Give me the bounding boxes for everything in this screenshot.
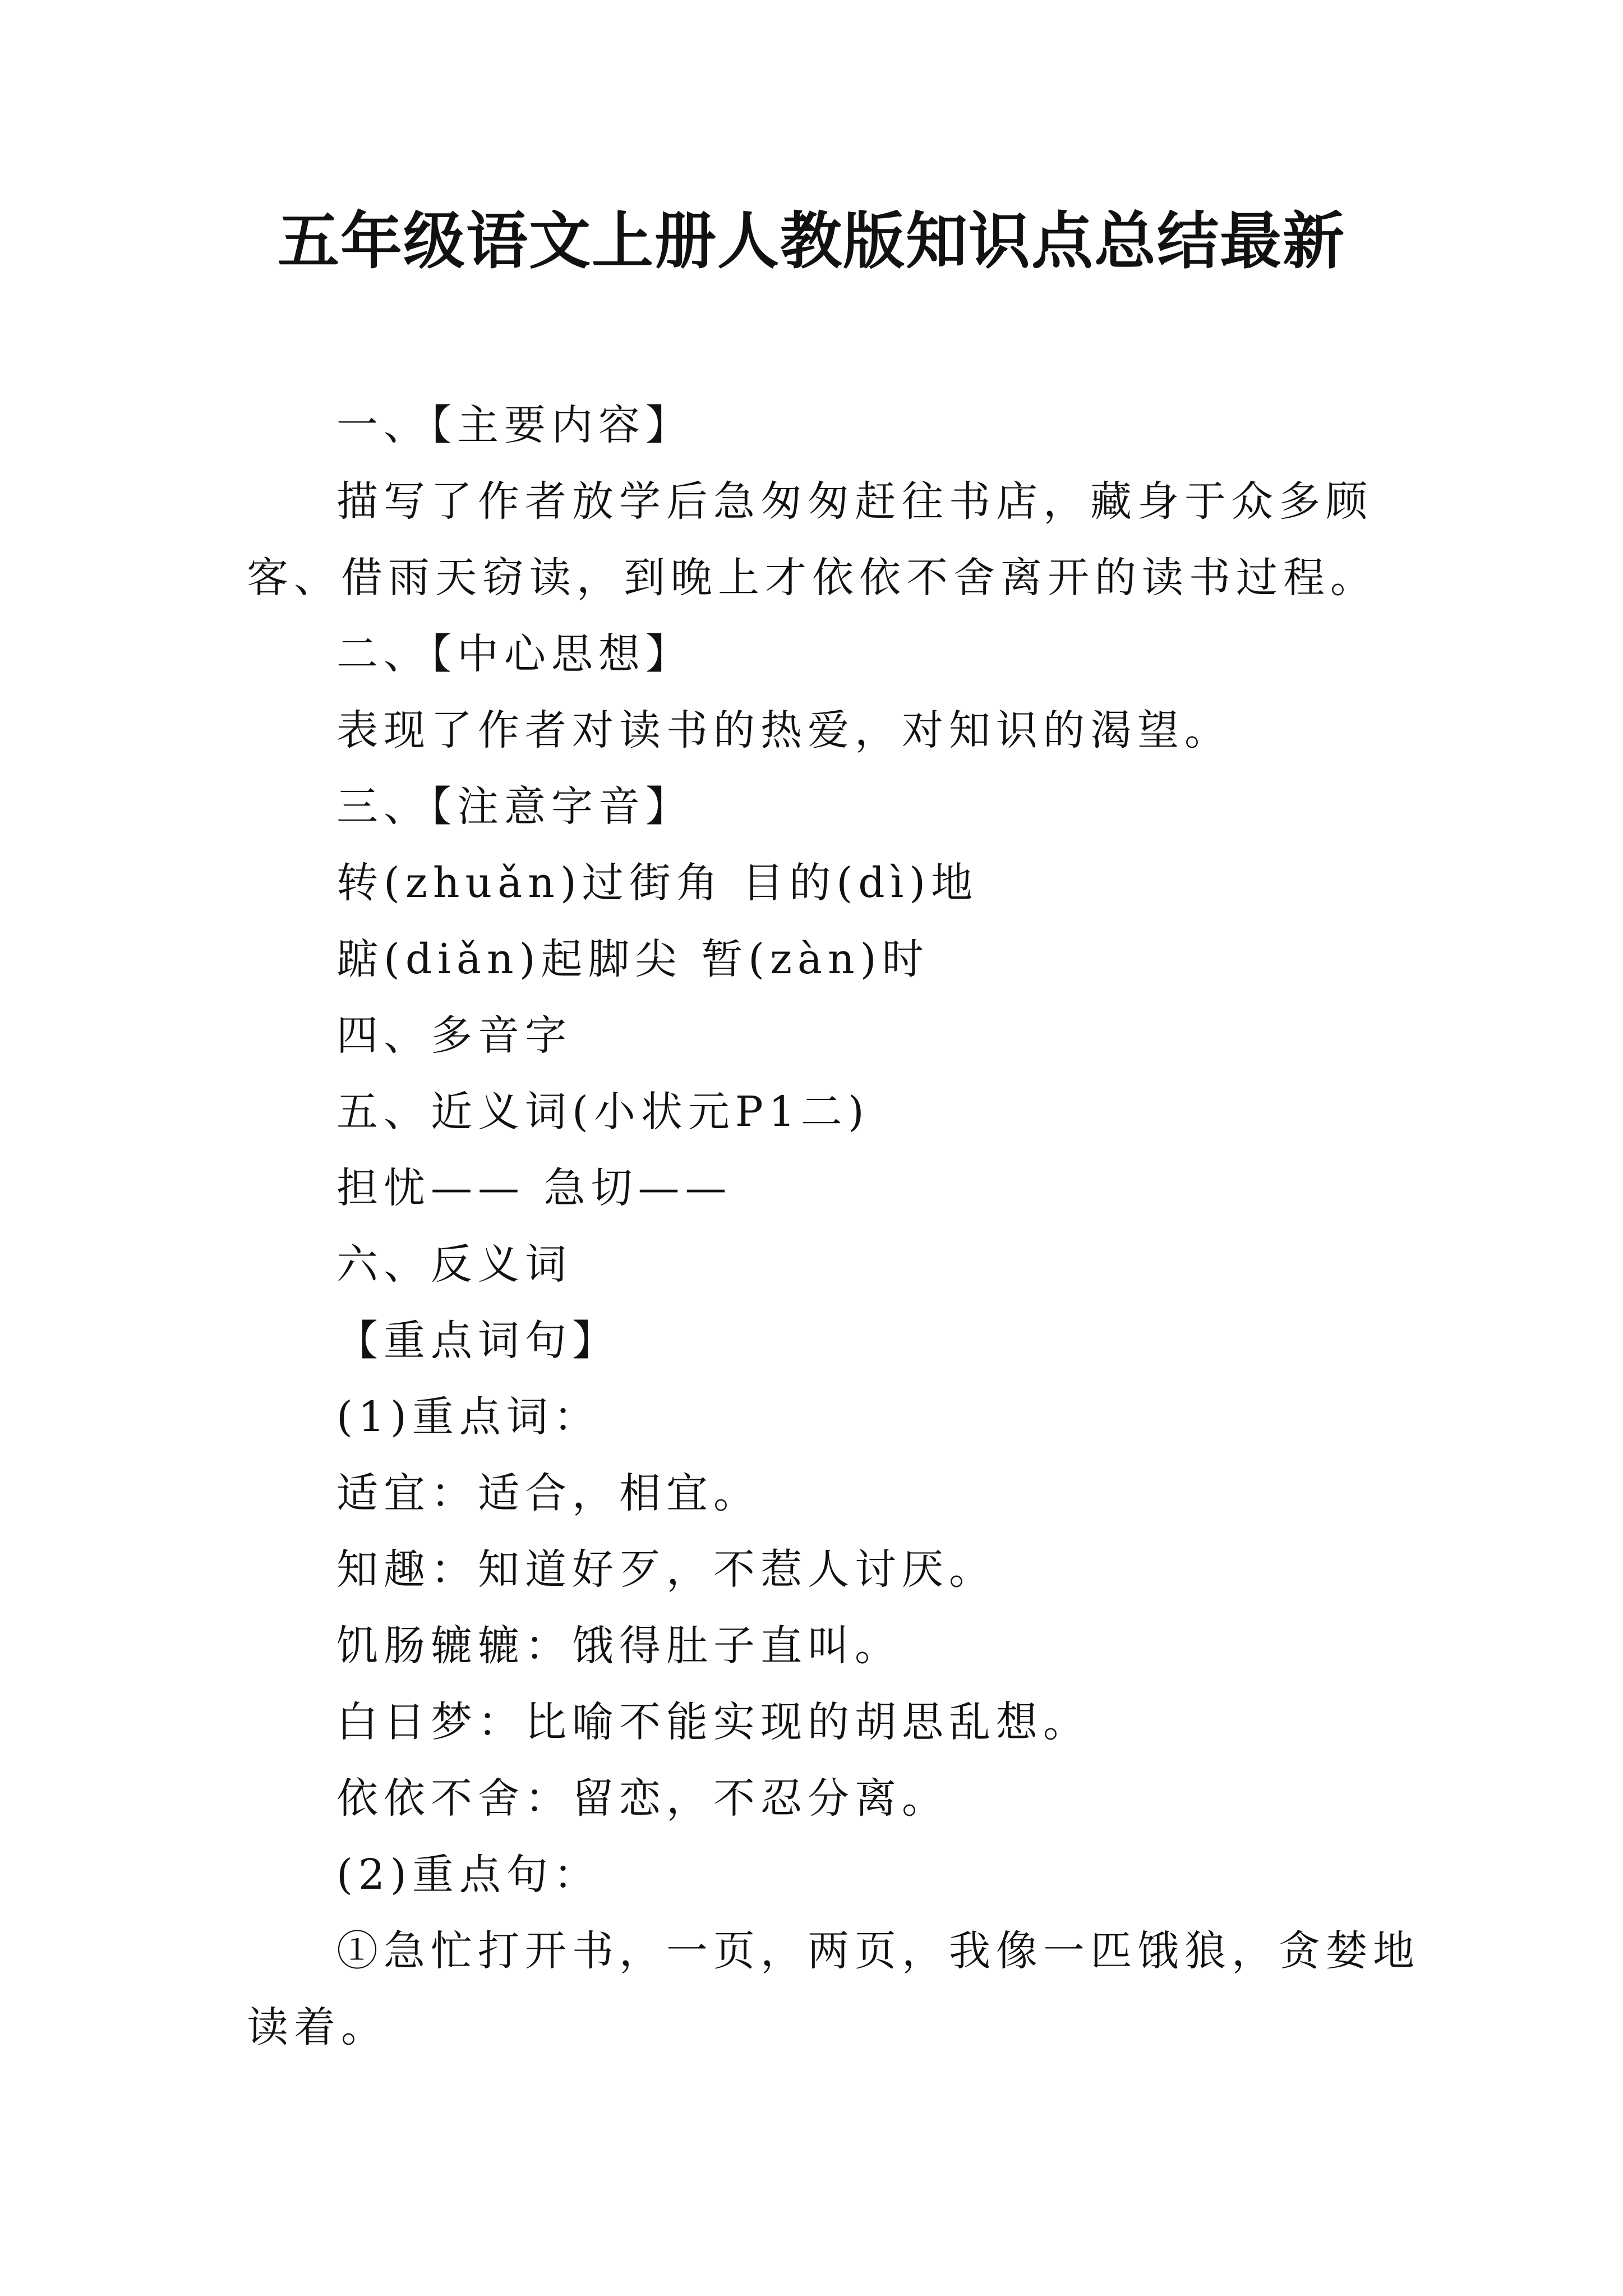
section-heading-polyphones: 四、多音字 — [336, 1011, 572, 1060]
section-heading-key-words-sentences: 【重点词句】 — [336, 1317, 619, 1365]
subheading-key-words: (1)重点词： — [336, 1393, 601, 1441]
definition-item: 饥肠辘辘：饿得肚子直叫。 — [336, 1622, 902, 1670]
document-body — [247, 387, 1430, 2065]
key-sentence-1: ①急忙打开书，一页，两页，我像一匹饿狼，贪婪地读着。 — [247, 1927, 1420, 2051]
section-heading-main-content: 一、【主要内容】 — [336, 401, 693, 449]
document-title: 五年级语文上册人教版知识点总结最新 — [278, 205, 1345, 277]
definition-item: 依依不舍：留恋，不忍分离。 — [336, 1774, 949, 1823]
pronunciation-line-1: 转(zhuǎn)过街角 目的(dì)地 — [336, 859, 979, 907]
definition-item: 知趣：知道好歹，不惹人讨厌。 — [336, 1545, 996, 1594]
pronunciation-line-2: 踮(diǎn)起脚尖 暂(zàn)时 — [336, 935, 929, 983]
section-heading-antonyms: 六、反义词 — [336, 1240, 572, 1289]
central-idea-text: 表现了作者对读书的热爱，对知识的渴望。 — [336, 706, 1232, 754]
definition-item: 适宜：适合，相宜。 — [336, 1469, 760, 1517]
section-heading-synonyms: 五、近义词(小状元P1二) — [336, 1088, 870, 1136]
synonyms-line: 担忧—— 急切—— — [336, 1164, 732, 1212]
main-content-paragraph: 描写了作者放学后急匆匆赶往书店，藏身于众多顾客、借雨天窃读，到晚上才依依不舍离开的读书过程。 — [247, 477, 1377, 602]
subheading-key-sentences: (2)重点句： — [336, 1851, 601, 1899]
section-heading-pronunciation: 三、【注意字音】 — [336, 783, 693, 831]
section-heading-central-idea: 二、【中心思想】 — [336, 630, 693, 678]
definition-item: 白日梦：比喻不能实现的胡思乱想。 — [336, 1698, 1090, 1746]
